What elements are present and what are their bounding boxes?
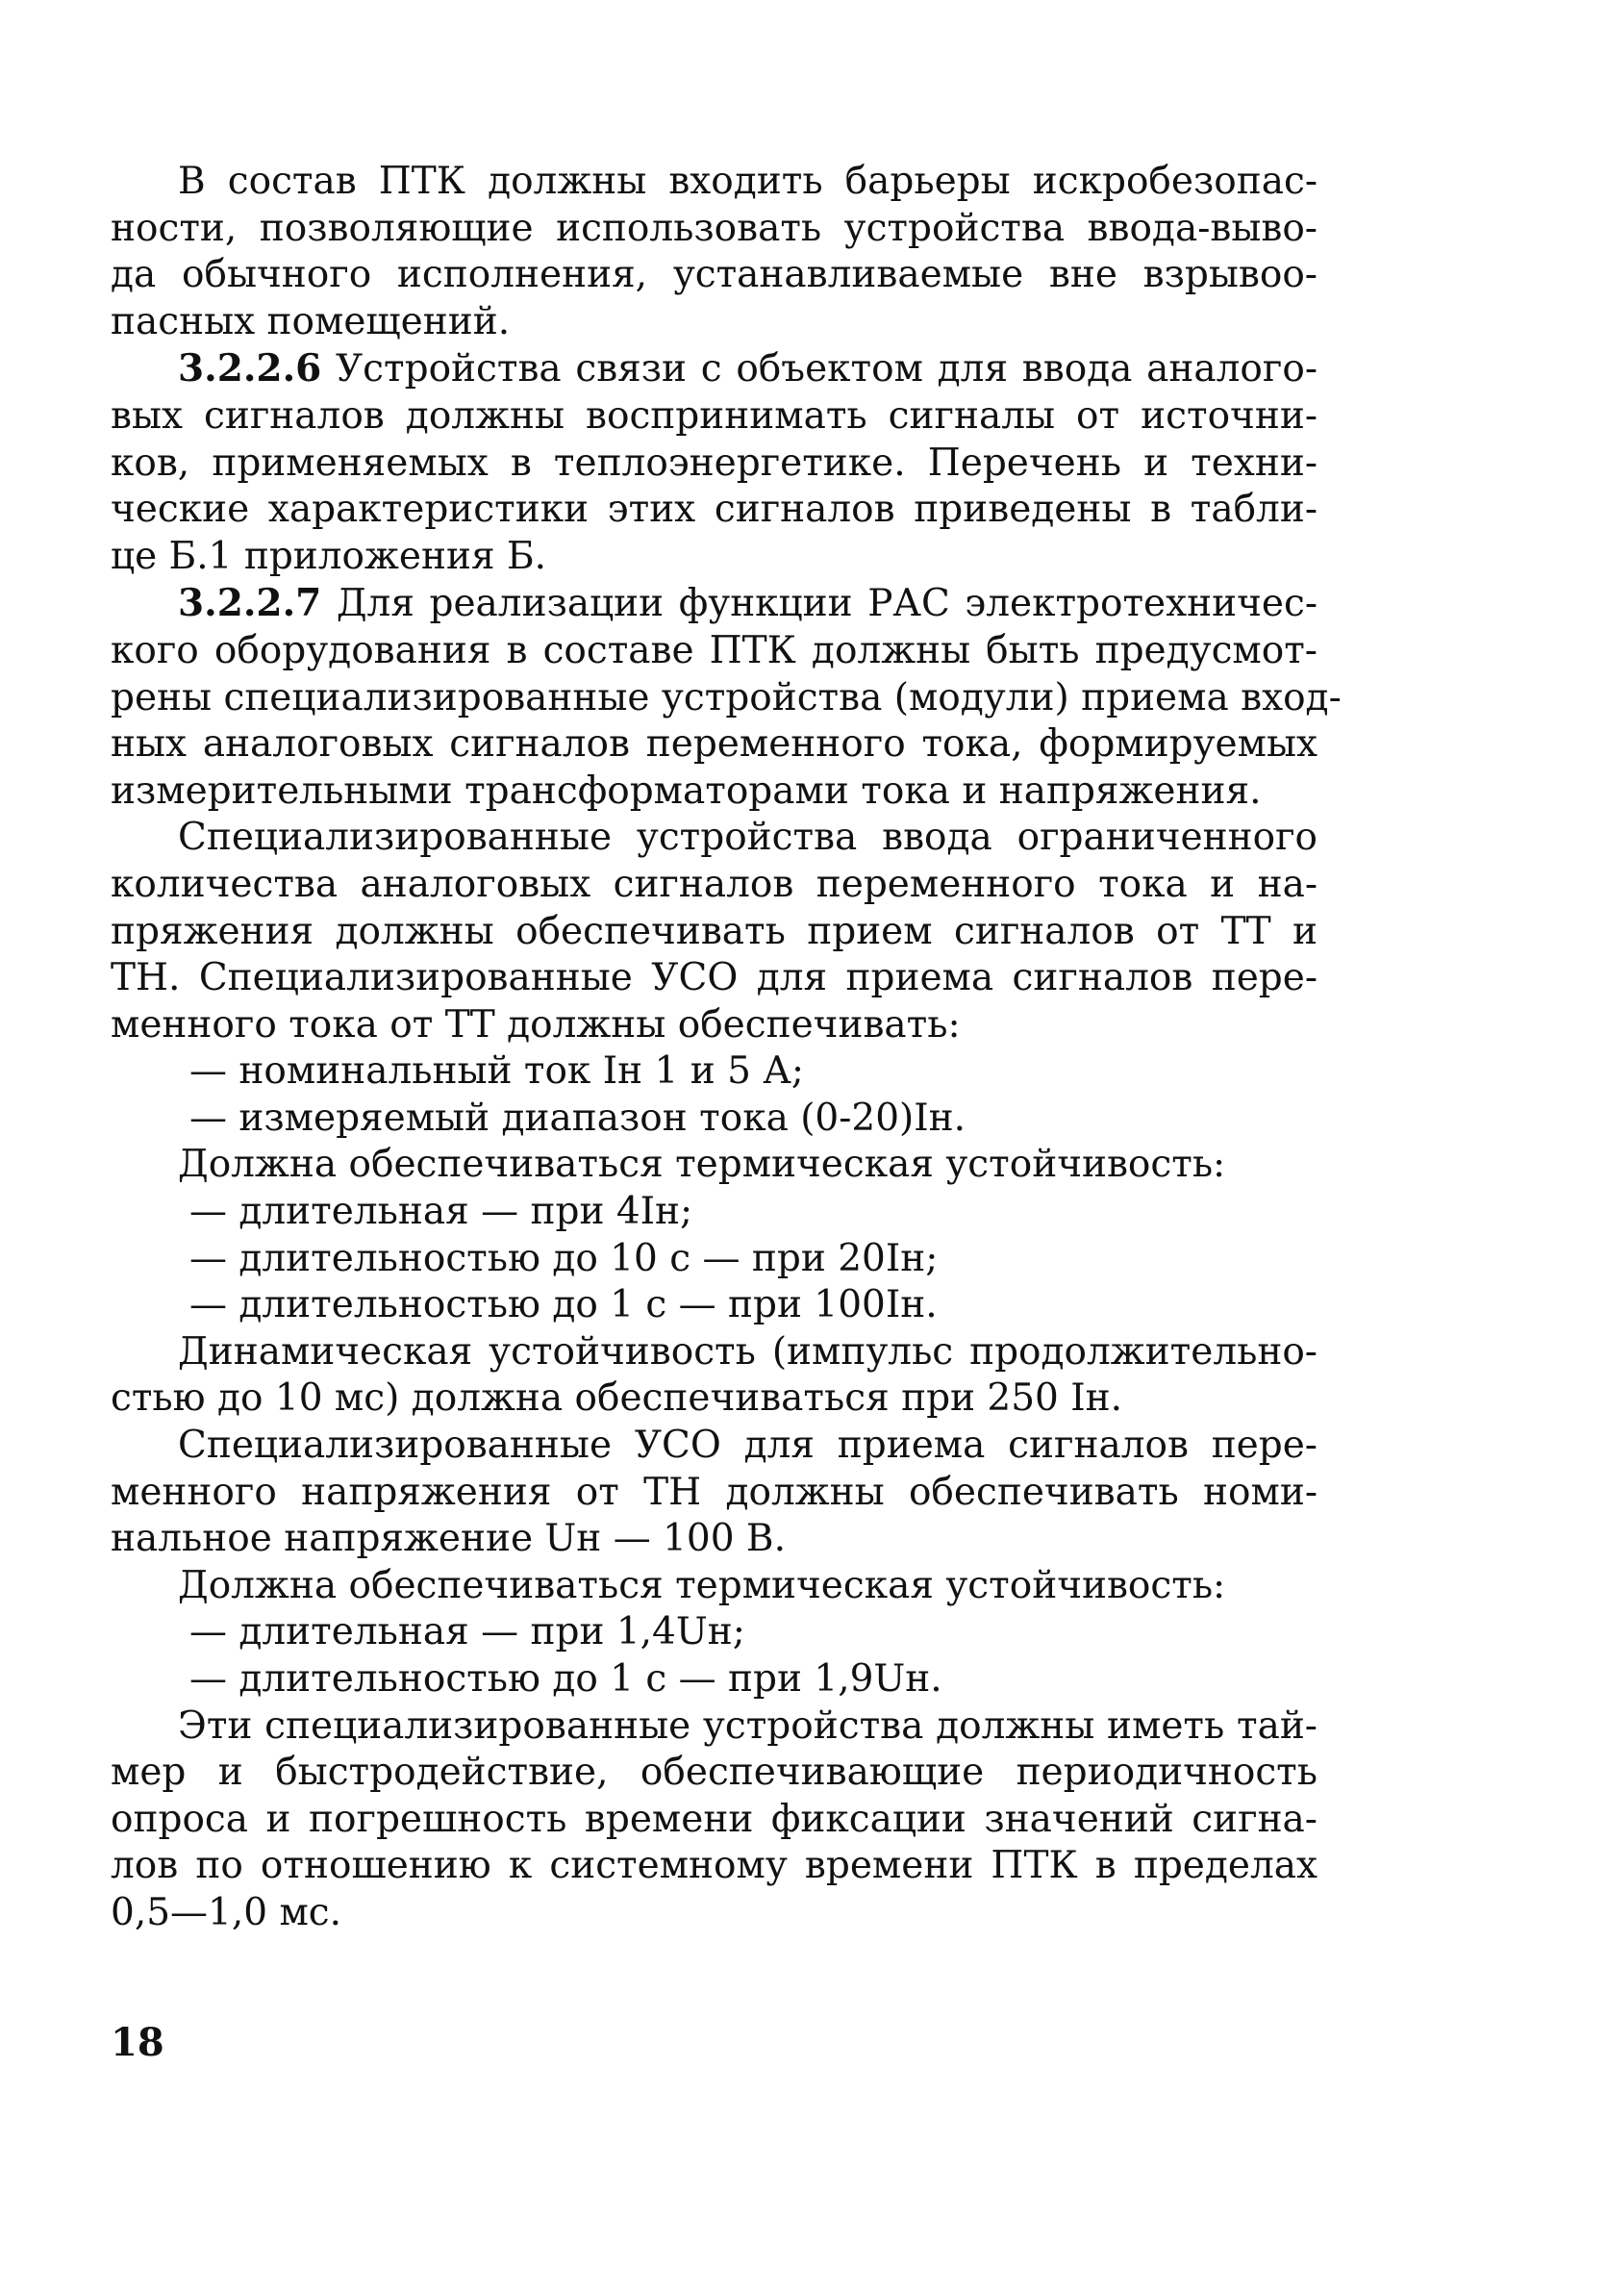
text-line: Специализированные УСО для приема сигналов пере- (178, 1424, 1317, 1468)
text-line: Эти специализированные устройства должны иметь тай- (178, 1703, 1317, 1748)
text-line: Специализированные устройства ввода ограниченного (178, 816, 1317, 860)
list-item: — длительная — при 4Iн; (189, 1190, 693, 1234)
text-line: измерительными трансформаторами тока и напряжения. (111, 769, 1262, 813)
text-line: ческие характеристики этих сигналов приведены в табли- (111, 488, 1317, 532)
section-number: 3.2.2.6 (178, 346, 322, 391)
body-text (111, 159, 1342, 1937)
list-item: — номинальный ток Iн 1 и 5 А; (189, 1049, 804, 1094)
list-item: — измеряемый диапазон тока (0-20)Iн. (189, 1096, 966, 1140)
text-line: мер и быстродействие, обеспечивающие периодичность (111, 1751, 1317, 1795)
list-item: — длительностью до 1 с — при 1,9Uн. (189, 1657, 942, 1701)
text-line: 0,5—1,0 мс. (111, 1890, 342, 1934)
section-text: Для реализации функции РАС электротехничес- (321, 582, 1317, 626)
text-line: да обычного исполнения, устанавливаемые вне взрывоо- (111, 253, 1317, 297)
section-heading-line (111, 580, 1317, 628)
text-line: ности, позволяющие использовать устройства ввода-выво- (111, 206, 1317, 250)
text-line: Должна обеспечиваться термическая устойчивость: (178, 1143, 1226, 1187)
text-line: ТН. Специализированные УСО для приема сигналов пере- (111, 956, 1317, 1000)
section-text: Устройства связи с объектом для ввода аналого- (321, 347, 1317, 391)
section-heading-line (111, 345, 1317, 393)
text-line: це Б.1 приложения Б. (111, 534, 547, 578)
text-line: стью до 10 мс) должна обеспечиваться при 250 Iн. (111, 1376, 1123, 1421)
text-line: менного тока от ТТ должны обеспечивать: (111, 1002, 961, 1047)
list-item: — длительностью до 1 с — при 100Iн. (189, 1283, 938, 1327)
text-line: опроса и погрешность времени фиксации значений сигна- (111, 1797, 1317, 1841)
text-line: Динамическая устойчивость (импульс продолжительно- (178, 1329, 1317, 1374)
text-line: количества аналоговых сигналов переменного тока и на- (111, 862, 1317, 906)
text-line: нальное напряжение Uн — 100 В. (111, 1517, 786, 1561)
text-line: Должна обеспечиваться термическая устойчивость: (178, 1563, 1226, 1607)
text-line: ных аналоговых сигналов переменного тока, формируемых (111, 722, 1317, 767)
text-line: вых сигналов должны воспринимать сигналы от источни- (111, 393, 1317, 438)
text-line: ков, применяемых в теплоэнергетике. Перечень и техни- (111, 441, 1317, 485)
text-line: кого оборудования в составе ПТК должны быть предусмот- (111, 628, 1317, 672)
section-number: 3.2.2.7 (178, 581, 322, 626)
page-number: 18 (111, 2020, 164, 2065)
text-line: лов по отношению к системному времени ПТК в пределах (111, 1844, 1317, 1888)
text-line: рены специализированные устройства (модули) приема вход- (111, 675, 1342, 719)
text-line: пасных помещений. (111, 299, 511, 343)
list-item: — длительностью до 10 с — при 20Iн; (189, 1236, 939, 1280)
list-item: — длительная — при 1,4Uн; (189, 1610, 745, 1654)
text-line: пряжения должны обеспечивать прием сигналов от ТТ и (111, 909, 1317, 953)
text-line: менного напряжения от ТН должны обеспечивать номи- (111, 1470, 1317, 1514)
text-line: В состав ПТК должны входить барьеры искробезопас- (178, 160, 1317, 203)
